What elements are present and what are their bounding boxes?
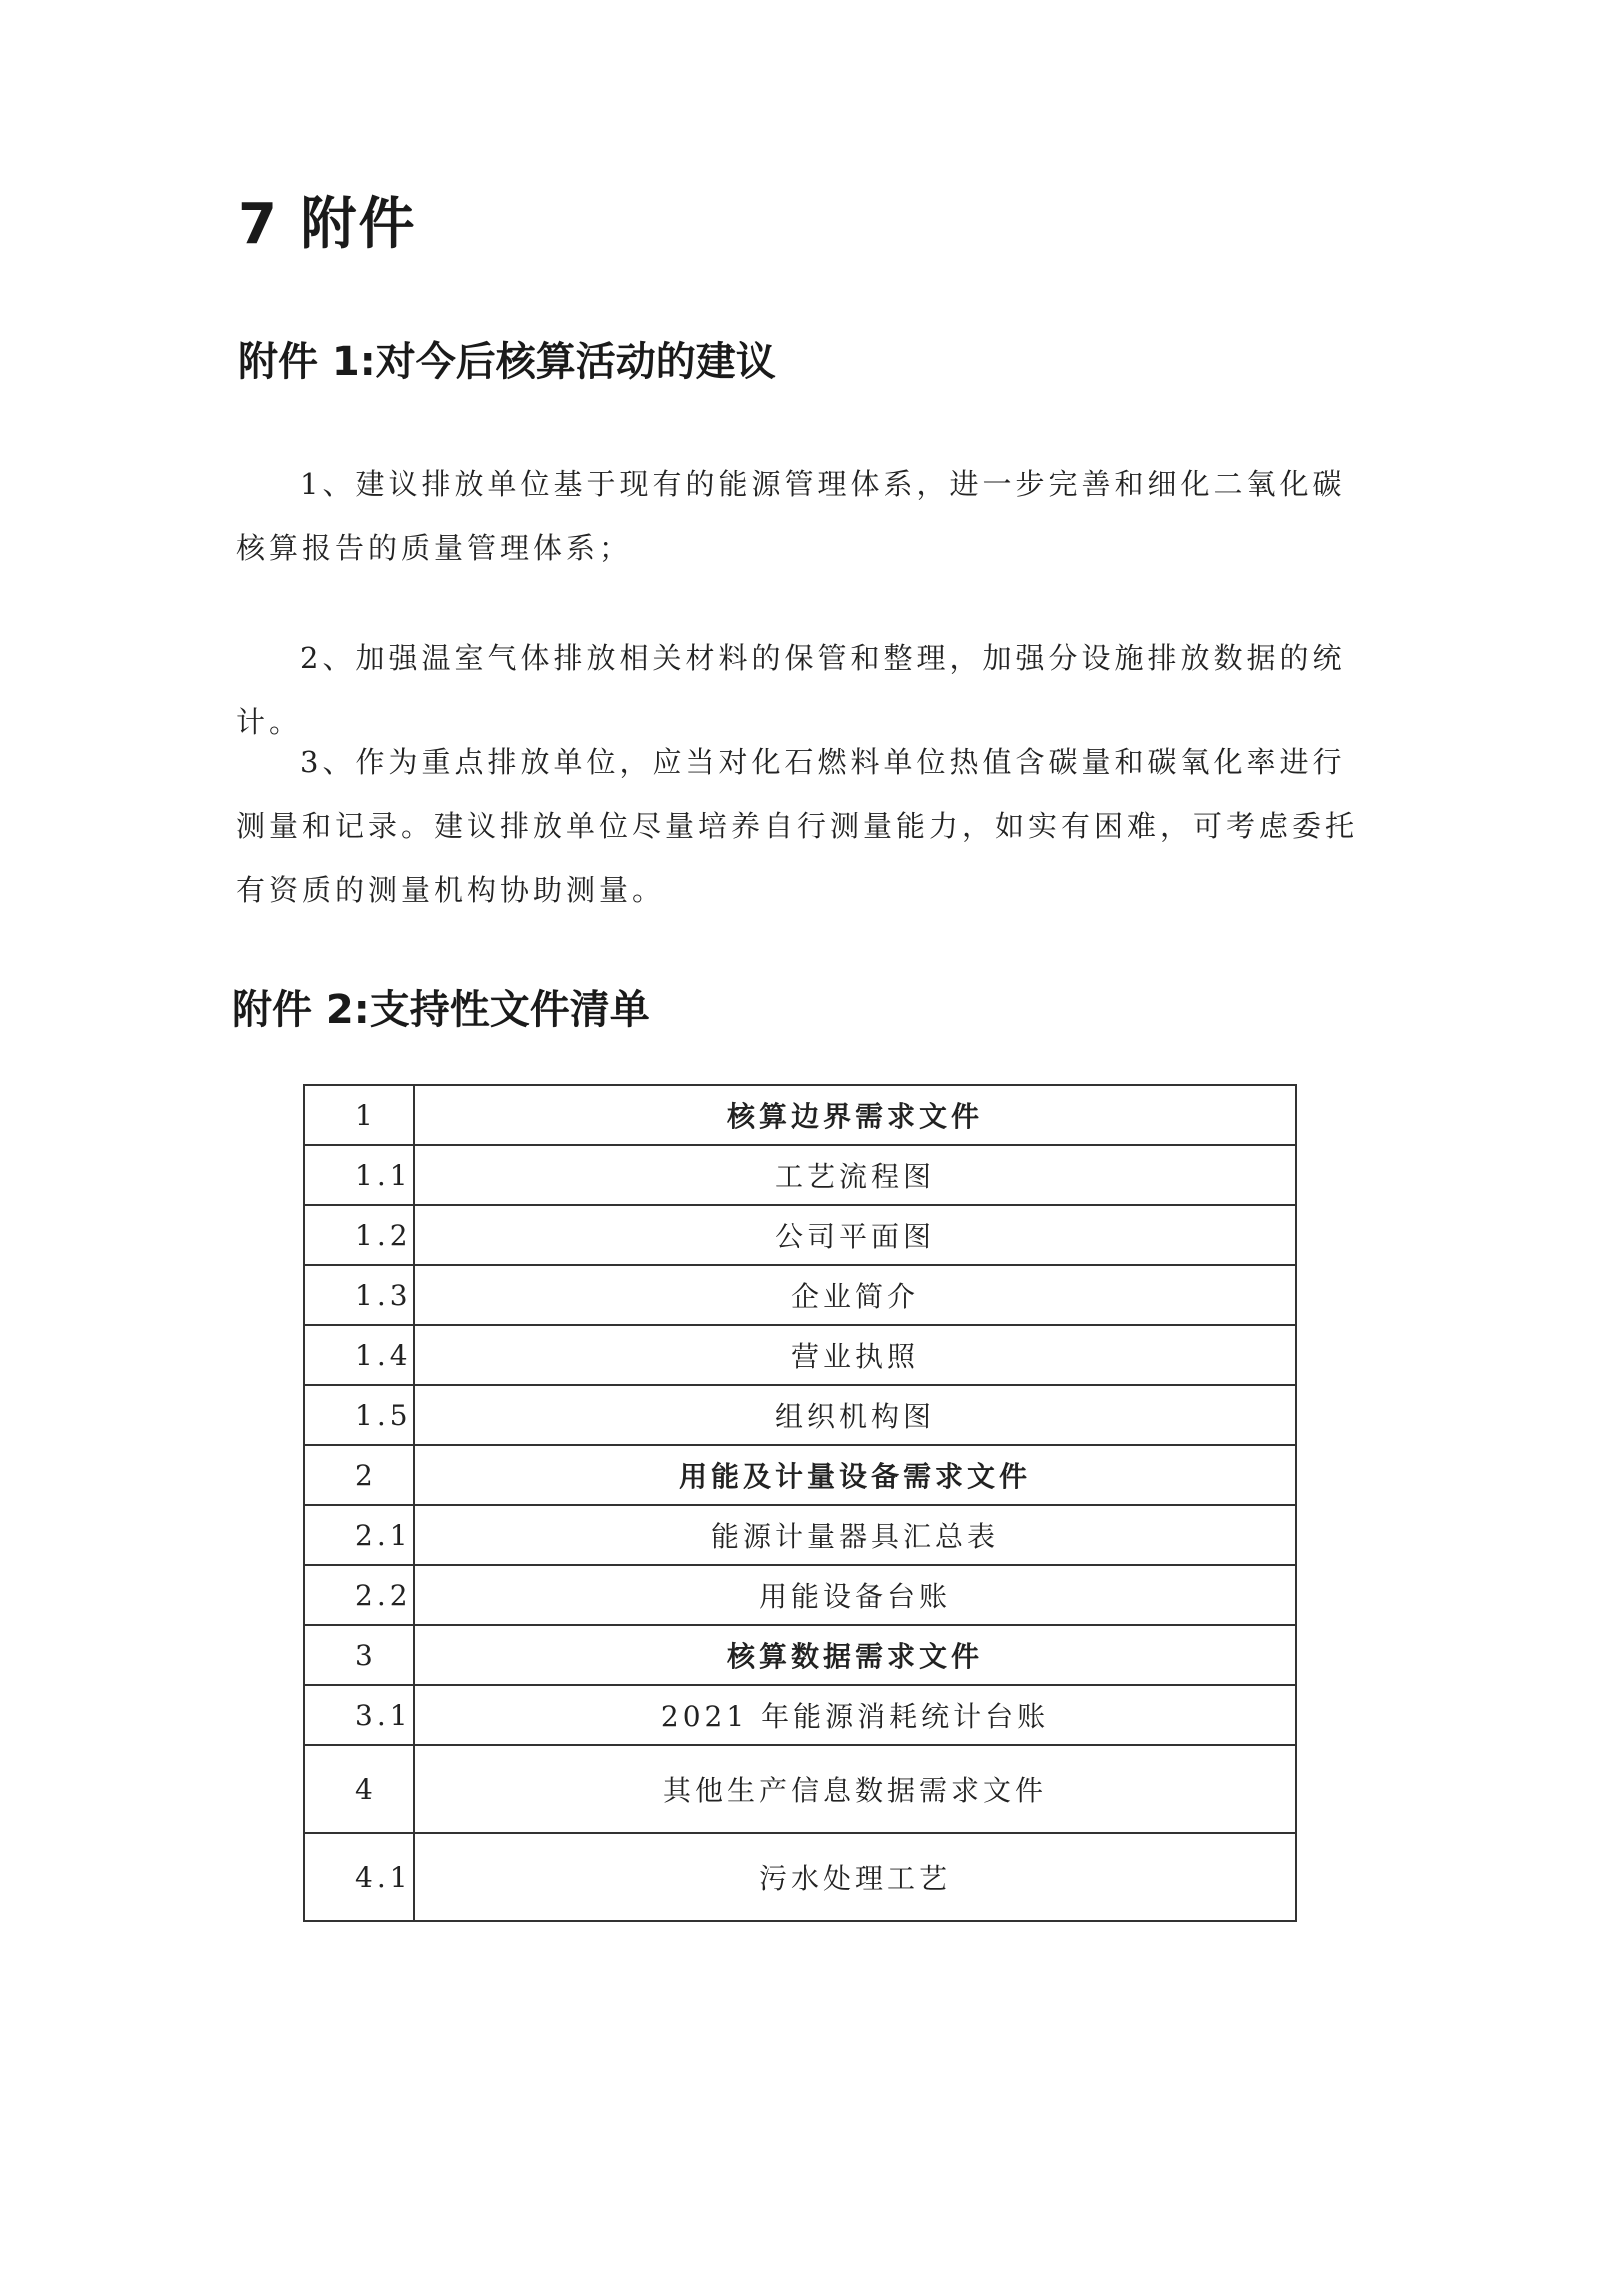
table-row <box>304 1445 1296 1505</box>
row-number: 1.1 <box>304 1145 414 1205</box>
row-number: 4 <box>304 1745 414 1833</box>
row-number: 1 <box>304 1085 414 1145</box>
row-number: 4.1 <box>304 1833 414 1921</box>
row-number: 3 <box>304 1625 414 1685</box>
row-label: 企业简介 <box>414 1265 1296 1325</box>
row-number: 1.3 <box>304 1265 414 1325</box>
table-row <box>304 1205 1296 1265</box>
section-title-suggestions: 附件 1:对今后核算活动的建议 <box>238 339 776 385</box>
row-number: 1.2 <box>304 1205 414 1265</box>
row-number: 1.5 <box>304 1385 414 1445</box>
row-number: 1.4 <box>304 1325 414 1385</box>
table-row <box>304 1265 1296 1325</box>
row-label: 核算边界需求文件 <box>414 1085 1296 1145</box>
row-number: 3.1 <box>304 1685 414 1745</box>
table-row <box>304 1325 1296 1385</box>
row-label: 能源计量器具汇总表 <box>414 1505 1296 1565</box>
table-row <box>304 1505 1296 1565</box>
row-label: 营业执照 <box>414 1325 1296 1385</box>
supporting-files-table <box>303 1084 1297 1922</box>
table-row <box>304 1385 1296 1445</box>
table-row <box>304 1565 1296 1625</box>
row-label: 核算数据需求文件 <box>414 1625 1296 1685</box>
table-row <box>304 1685 1296 1745</box>
row-label: 用能设备台账 <box>414 1565 1296 1625</box>
row-label: 用能及计量设备需求文件 <box>414 1445 1296 1505</box>
row-label: 组织机构图 <box>414 1385 1296 1445</box>
suggestion-paragraph-2: 2、加强温室气体排放相关材料的保管和整理，加强分设施排放数据的统计。 <box>236 641 1346 739</box>
suggestion-paragraph-3: 3、作为重点排放单位，应当对化石燃料单位热值含碳量和碳氧化率进行测量和记录。建议排放单位尽量培养自行测量能力，如实有困难，可考虑委托有资质的测量机构协助测量。 <box>236 745 1359 907</box>
section-title-supporting-files: 附件 2:支持性文件清单 <box>232 987 650 1033</box>
table-row <box>304 1625 1296 1685</box>
table-row <box>304 1833 1296 1921</box>
table-row <box>304 1145 1296 1205</box>
table-row <box>304 1085 1296 1145</box>
row-label: 污水处理工艺 <box>414 1833 1296 1921</box>
row-label: 公司平面图 <box>414 1205 1296 1265</box>
suggestion-paragraph-1: 1、建议排放单位基于现有的能源管理体系，进一步完善和细化二氧化碳核算报告的质量管理体系； <box>236 467 1346 565</box>
row-number: 2 <box>304 1445 414 1505</box>
row-label: 2021 年能源消耗统计台账 <box>414 1685 1296 1745</box>
row-number: 2.2 <box>304 1565 414 1625</box>
row-label: 其他生产信息数据需求文件 <box>414 1745 1296 1833</box>
row-number: 2.1 <box>304 1505 414 1565</box>
chapter-title: 7 附件 <box>238 192 417 257</box>
table-row <box>304 1745 1296 1833</box>
row-label: 工艺流程图 <box>414 1145 1296 1205</box>
